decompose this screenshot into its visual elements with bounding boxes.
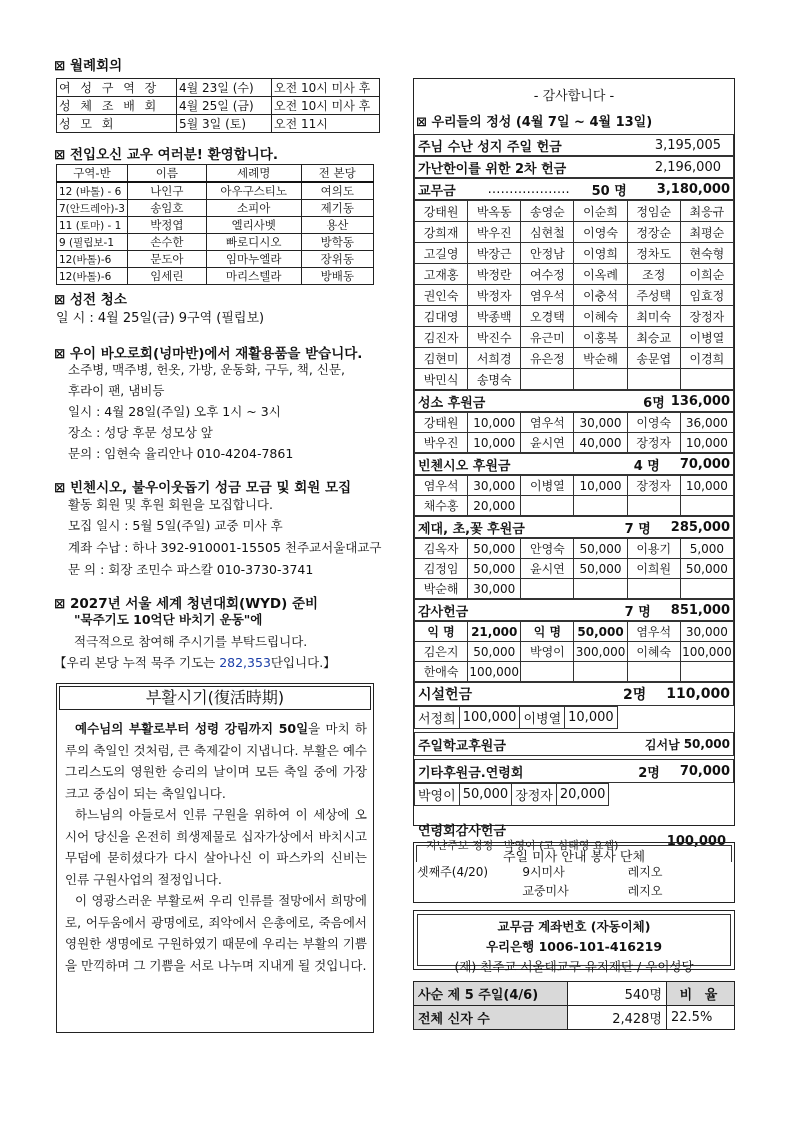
mass-row [416,881,732,900]
welcome-cell: 12(바톨)-6 [57,268,128,285]
table-row [415,579,734,599]
donor-name [521,662,574,682]
donor-name: 염우석 [627,622,680,642]
mass-cell [416,881,521,900]
donor-name: 김정임 [415,559,468,579]
donor-name: 정장순 [627,222,680,243]
account-title: 교무금 계좌번호 (자동이체) [497,919,651,934]
bullet-icon: ⊠ [54,480,66,496]
donor-name: 박영이 [415,784,460,806]
vocation-table [414,412,734,453]
welcome-row [57,217,374,234]
easter-title: 부활시기(復活時期) [59,686,371,710]
donor-amount: 10,000 [468,433,521,453]
gratitude-row: 감사헌금 7 명 851,000 [414,599,734,621]
donor-name: 염우석 [415,476,468,496]
donor-name: 심현철 [521,222,574,243]
table-row [415,539,734,559]
bullet-icon: ⊠ [54,292,66,308]
vincent-line: 모집 일시 : 5월 5일(주일) 교중 미사 후 [68,518,283,533]
meeting-time: 오전 10시 미사 후 [272,79,380,97]
vincent-heading [54,476,351,496]
donor-name: 이경희 [680,348,733,369]
donor-name: 정임순 [627,201,680,222]
column-header: 전 본당 [301,165,373,183]
donor-name [627,369,680,390]
stats-ratio: 22.5% [667,1006,735,1030]
donor-name: 안정남 [521,243,574,264]
donor-name [680,369,733,390]
welcome-cell: 임세린 [127,268,206,285]
donor-name: 박진수 [468,327,521,348]
donor-amount: 21,000 [468,622,521,642]
donor-name: 박민식 [415,369,468,390]
meeting-time: 오전 11시 [272,115,380,133]
donor-name: 강태원 [415,201,468,222]
mass-title: 주일 미사 안내 봉사 단체 [416,845,732,862]
column-header: 세례명 [206,165,301,183]
donor-name [627,496,680,516]
stats-label: 사순 제 5 주일(4/6) [414,982,568,1006]
donor-name: 박순해 [574,348,627,369]
donor-amount: 10,000 [574,476,627,496]
stats-ratio-header: 비 율 [667,982,735,1006]
donor-amount: 40,000 [574,433,627,453]
meeting-group: 성 체 조 배 회 [57,97,177,115]
welcome-cell: 손수한 [127,234,206,251]
donor-name: 박종백 [468,306,521,327]
table-row [415,559,734,579]
vincent-fund-row: 빈첸시오 후원금 4 명 70,000 [414,453,734,475]
donor-name: 여수정 [521,264,574,285]
donor-name: 최승교 [627,327,680,348]
donor-name: 장정자 [627,476,680,496]
column-header: 이름 [127,165,206,183]
donor-name: 서정희 [415,707,460,729]
donor-name: 이혜숙 [627,642,680,662]
donor-amount: 50,000 [574,622,627,642]
bullet-icon: ⊠ [54,147,66,163]
donor-amount: 50,000 [468,559,521,579]
vincent-line: 문 의 : 회장 조민수 파스칼 010-3730-3741 [68,562,314,577]
donor-name: 정차도 [627,243,680,264]
donor-name: 임효정 [680,285,733,306]
dues-name-row [415,327,734,348]
account-bank: 우리은행 1006-101-416219 [485,939,663,954]
donor-name: 박장근 [468,243,521,264]
donor-name: 송영순 [521,201,574,222]
other-row: 기타후원금.연령회 2명 70,000 [414,759,734,783]
donor-amount: 50,000 [468,642,521,662]
welcome-cell: 마리스텔라 [206,268,301,285]
table-row [415,413,734,433]
donor-name: 박정란 [468,264,521,285]
donor-name: 이충석 [574,285,627,306]
donor-name: 오경택 [521,306,574,327]
altar-table [414,538,734,599]
dues-name-row [415,264,734,285]
donor-name: 김현미 [415,348,468,369]
donor-name: 주성택 [627,285,680,306]
donor-name: 김옥자 [415,539,468,559]
donor-name: 장정자 [512,784,557,806]
donor-amount [574,662,627,682]
stats-row [414,1006,735,1030]
welcome-cell: 방학동 [301,234,373,251]
donor-name: 익 명 [521,622,574,642]
yeonryeong-label: 연령회감사헌금 [418,824,506,839]
dues-name-row [415,285,734,306]
welcome-cell: 빠로디시오 [206,234,301,251]
welcome-cell: 나인구 [127,182,206,200]
donor-amount [574,579,627,599]
easter-paragraph: 하느님의 아들로서 인류 구원을 위하여 이 세상에 오시어 당신을 온전히 희생제물로 십자가상에서 바치시고 무덤에 묻히셨다가 다시 살아나신 이 파스카의 신비는 인류 구원사업의 절정입니다. [65,807,367,887]
donor-name: 이홍복 [574,327,627,348]
column-header: 구역-반 [57,165,128,183]
recycle-line: 문의 : 임현숙 율리안나 010-4204-7861 [68,446,294,461]
welcome-cell: 아우구스티노 [206,182,301,200]
meeting-group: 여 성 구 역 장 [57,79,177,97]
donor-name: 이희순 [680,264,733,285]
welcome-cell: 여의도 [301,182,373,200]
donor-name: 권인숙 [415,285,468,306]
donor-name: 현숙형 [680,243,733,264]
donor-amount: 300,000 [574,642,627,662]
donor-amount: 100,000 [459,707,520,729]
dues-name-row [415,201,734,222]
donor-name: 안영숙 [521,539,574,559]
thanks-subtitle: ⊠ 우리들의 정성 (4월 7일 ~ 4월 13일) [416,115,653,130]
vincent-title: 빈첸시오, 불우이웃돕기 성금 모금 및 회원 모집 [70,480,352,496]
vincent-line: 활동 회원 및 후원 회원을 모집합니다. [68,497,273,512]
dues-name-row [415,222,734,243]
donor-name: 이영희 [574,243,627,264]
meeting-title: 월례회의 [70,58,123,74]
donor-name: 염우석 [521,413,574,433]
dues-name-row [415,348,734,369]
welcome-title: 전입오신 교우 여러분! 환영합니다. [70,147,278,163]
donor-name [521,369,574,390]
meeting-row [57,115,380,133]
donor-amount [680,579,733,599]
welcome-row [57,200,374,217]
donor-name: 유근미 [521,327,574,348]
easter-paragraph: 이 영광스러운 부활로써 우리 인류를 절망에서 희망에로, 어두움에서 광명에로, 죄악에서 은총에로, 죽음에서 영원한 생명에로 구원하였기 때문에 우리는 부활의 기쁨을 만끽하며 그 기쁨을 서로 나누며 지내게 될 것입니다. [65,893,367,973]
meeting-date: 4월 25일 (금) [177,97,272,115]
meeting-row [57,79,380,97]
donor-name: 박순해 [415,579,468,599]
welcome-cell: 임마누엘라 [206,251,301,268]
welcome-row [57,182,374,200]
easter-box [56,683,374,1033]
recycle-line: 후라이 팬, 냄비등 [68,383,165,398]
stats-value: 2,428명 [568,1006,667,1030]
donor-name: 강희재 [415,222,468,243]
recycle-heading [54,342,362,362]
welcome-cell: 12 (바톨) - 6 [57,182,128,200]
bullet-icon: ⊠ [416,115,427,130]
donor-name: 이병열 [680,327,733,348]
donor-name [627,662,680,682]
welcome-header-row [57,165,374,183]
donor-name: 윤시연 [521,433,574,453]
donor-name: 최응규 [680,201,733,222]
welcome-row [57,268,374,285]
donor-name: 고길영 [415,243,468,264]
stats-label: 전체 신자 수 [414,1006,568,1030]
donor-amount [680,496,733,516]
table-row [415,784,609,806]
mass-cell: 셋째주(4/20) [417,865,489,879]
welcome-heading [54,143,278,163]
welcome-cell: 용산 [301,217,373,234]
donor-amount: 10,000 [680,433,733,453]
altar-row: 제대, 초,꽃 후원금 7 명 285,000 [414,516,734,538]
dues-name-row [415,369,734,390]
donor-amount: 20,000 [556,784,609,806]
vincent-fund-table [414,475,734,516]
easter-text [57,710,373,976]
donor-name: 염우석 [521,285,574,306]
welcome-cell: 12(바톨)-6 [57,251,128,268]
donor-name: 이영숙 [574,222,627,243]
welcome-cell: 11 (토마) - 1 [57,217,128,234]
donor-name: 박우진 [415,433,468,453]
stats-header-row [414,982,735,1006]
donor-name: 이혜숙 [574,306,627,327]
meeting-table [56,78,380,133]
yeonryeong-amount: 100,000 [666,834,726,849]
stats-table [413,981,735,1030]
donor-name: 이희원 [627,559,680,579]
donor-amount [574,496,627,516]
mass-table [416,862,732,900]
thanks-panel [413,78,735,852]
donor-name: 익 명 [415,622,468,642]
donor-amount: 100,000 [680,642,733,662]
welcome-row [57,234,374,251]
donor-name: 최미숙 [627,306,680,327]
bullet-icon: ⊠ [54,346,66,362]
donor-name: 장정자 [680,306,733,327]
welcome-cell: 9 (필립보-1 [57,234,128,251]
donor-name: 이옥례 [574,264,627,285]
dues-row: 교무금 ………………. 50 명 3,180,000 [414,178,734,200]
donor-amount [680,662,733,682]
welcome-cell: 송임호 [127,200,206,217]
wyd-heading [54,592,318,612]
donor-name: 서희경 [468,348,521,369]
welcome-cell: 제기동 [301,200,373,217]
donor-name: 강태원 [415,413,468,433]
donor-name: 채수홍 [415,496,468,516]
bullet-icon: ⊠ [54,596,66,612]
dues-name-row [415,243,734,264]
mass-cell: 9시미사 [522,865,565,879]
facility-table [414,706,618,729]
donor-amount: 30,000 [468,579,521,599]
donor-name: 송문엽 [627,348,680,369]
donor-name: 이병열 [520,707,565,729]
donor-name [627,579,680,599]
donor-name: 김대영 [415,306,468,327]
donor-name: 김진자 [415,327,468,348]
donor-amount: 5,000 [680,539,733,559]
donor-amount: 50,000 [574,559,627,579]
donor-amount: 50,000 [680,559,733,579]
donor-name: 김은지 [415,642,468,662]
donor-name: 이병열 [521,476,574,496]
donor-amount: 30,000 [680,622,733,642]
welcome-cell: 박정엽 [127,217,206,234]
welcome-row [57,251,374,268]
table-row [415,433,734,453]
recycle-title: 우이 바오로회(넝마반)에서 재활용품을 받습니다. [70,346,363,362]
cleaning-line: 일 시 : 4월 25일(금) 9구역 (필립보) [56,311,265,326]
recycle-line: 장소 : 성당 후문 성모상 앞 [68,425,213,440]
donor-name: 이순희 [574,201,627,222]
wyd-subtitle: "묵주기도 10억단 바치기 운동"에 [74,612,263,627]
thanks-title: - 감사합니다 - [533,89,615,104]
mass-cell: 교중미사 [522,884,569,898]
donor-name: 최평순 [680,222,733,243]
donor-amount: 50,000 [468,539,521,559]
sunday-offering-row: 주님 수난 성지 주일 헌금 3,195,005 [414,134,734,156]
sundayschool-row: 주일학교후원금 김서남 50,000 [414,732,734,756]
donor-name: 송명숙 [468,369,521,390]
meeting-date: 4월 23일 (수) [177,79,272,97]
facility-row: 시설헌금 2명 110,000 [414,682,734,706]
vincent-line: 계좌 수납 : 하나 392-910001-15505 천주교서울대교구 [68,540,382,555]
welcome-cell: 소피아 [206,200,301,217]
donor-name: 박정자 [468,285,521,306]
welcome-cell: 방배동 [301,268,373,285]
table-row [415,622,734,642]
welcome-cell: 엘리사벳 [206,217,301,234]
donor-name: 장정자 [627,433,680,453]
welcome-cell: 장위동 [301,251,373,268]
donor-name [521,496,574,516]
mass-box [413,842,735,903]
recycle-line: 일시 : 4월 28일(주일) 오후 1시 ~ 3시 [68,404,281,419]
stats-value: 540명 [568,982,667,1006]
mass-cell: 레지오 [627,865,663,879]
donor-name: 유은정 [521,348,574,369]
wyd-line: 적극적으로 참여해 주시기를 부탁드립니다. [74,634,308,649]
donor-amount: 50,000 [574,539,627,559]
donor-amount: 10,000 [565,707,618,729]
donor-amount: 50,000 [459,784,512,806]
mass-cell: 레지오 [627,884,663,898]
easter-paragraph: 예수님의 부활로부터 성령 강림까지 50일을 마치 하루의 축일인 것처럼, 큰 축제같이 지냅니다. 부활은 예수 그리스도의 영원한 승리의 날이며 모든 축일 중에 가장 크고 중심이 되는 축일입니다. [65,721,367,801]
donor-name: 조정 [627,264,680,285]
rosary-count: 282,353 [219,655,271,670]
welcome-cell: 문도아 [127,251,206,268]
table-row [415,707,618,729]
donor-amount: 30,000 [468,476,521,496]
rosary-note: 【우리 본당 누적 묵주 기도는 282,353단입니다.】 [54,655,336,670]
donor-amount: 36,000 [680,413,733,433]
meeting-time: 오전 10시 미사 후 [272,97,380,115]
account-owner: (재) 천주교 서울대교구 유지재단 / 우이성당 [454,959,694,974]
donor-amount: 20,000 [468,496,521,516]
table-row [415,476,734,496]
welcome-table [56,164,374,285]
donor-name: 한애숙 [415,662,468,682]
cleaning-title: 성전 청소 [70,292,127,308]
donor-name: 고재홍 [415,264,468,285]
donor-name [574,369,627,390]
donor-name [521,579,574,599]
donor-amount: 100,000 [468,662,521,682]
dues-names-table [414,200,734,390]
donor-name: 박영이 [521,642,574,662]
donor-name: 박옥동 [468,201,521,222]
welcome-cell: 7(안드레아)-3 [57,200,128,217]
donor-amount: 30,000 [574,413,627,433]
donor-name: 박우진 [468,222,521,243]
gratitude-table [414,621,734,682]
dues-name-row [415,306,734,327]
yeonryeong-detail: 지난주보 정정 박영이 (고 심태영 요셉) [426,839,619,852]
table-row [415,662,734,682]
bullet-icon: ⊠ [54,58,66,74]
meeting-group: 성 모 회 [57,115,177,133]
account-inner [417,914,731,974]
table-row [415,496,734,516]
account-box [413,910,735,974]
table-row [415,642,734,662]
donor-name: 이용기 [627,539,680,559]
wyd-title: 2027년 서울 세계 청년대회(WYD) 준비 [70,596,319,612]
meeting-row [57,97,380,115]
recycle-line: 소주병, 맥주병, 헌옷, 가방, 운동화, 구두, 책, 신문, [68,362,345,377]
vocation-row: 성소 후원금 6명 136,000 [414,390,734,412]
donor-name: 윤시연 [521,559,574,579]
cleaning-heading [54,288,127,308]
donor-amount: 10,000 [468,413,521,433]
meeting-heading [54,54,122,74]
second-offering-row: 가난한이를 위한 2차 헌금 2,196,000 [414,156,734,178]
other-table [414,783,609,806]
donor-amount: 10,000 [680,476,733,496]
donor-name: 이영숙 [627,413,680,433]
meeting-date: 5월 3일 (토) [177,115,272,133]
